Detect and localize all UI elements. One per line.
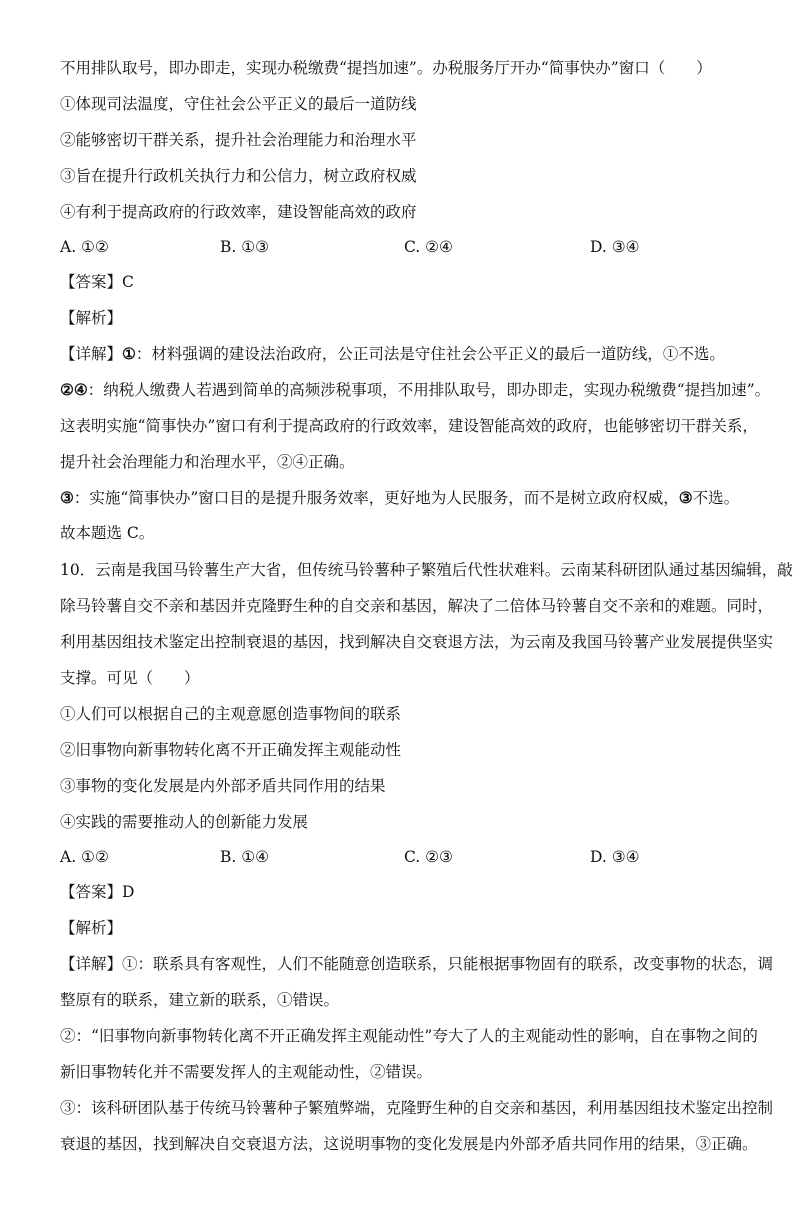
- q10-stem-line-3: 利用基因组技术鉴定出控制衰退的基因，找到解决自交衰退方法，为云南及我国马铃薯产业发展提供坚实: [60, 633, 774, 651]
- q9-detail-3-lead: ③: [60, 488, 74, 507]
- q9-analysis-label: 【解析】: [60, 309, 123, 327]
- q9-option-c: C. ②④: [404, 238, 453, 256]
- q9-statement-2: ②能够密切干群关系，提升社会治理能力和治理水平: [60, 131, 417, 149]
- q9-detail-2-lead: ②④: [60, 380, 88, 399]
- q10-detail-line-3: ②：“旧事物向新事物转化离不开正确发挥主观能动性”夸大了人的主观能动性的影响，自在事物之间的: [60, 1027, 758, 1045]
- q10-detail-line-6: 衰退的基因，找到解决自交衰退方法，这说明事物的变化发展是内外部矛盾共同作用的结果，③正确。: [60, 1135, 758, 1153]
- q10-stem-line-1: 10．云南是我国马铃薯生产大省，但传统马铃薯种子繁殖后代性状难料。云南某科研团队通过基因编辑，敲: [60, 561, 793, 579]
- q10-detail-line-1: 【详解】①：联系具有客观性，人们不能随意创造联系，只能根据事物固有的联系，改变事物的状态，调: [60, 955, 774, 973]
- q10-statement-2: ②旧事物向新事物转化离不开正确发挥主观能动性: [60, 741, 402, 759]
- q9-detail-2-line-3: 提升社会治理能力和治理水平，②④正确。: [60, 453, 355, 471]
- q10-detail-line-5: ③：该科研团队基于传统马铃薯种子繁殖弊端，克隆野生种的自交亲和基因，利用基因组技术鉴定出控制: [60, 1099, 774, 1117]
- q9-detail-2-line-2: 这表明实施“简事快办”窗口有利于提高政府的行政效率，建设智能高效的政府，也能够密切干群关系，: [60, 417, 758, 435]
- q10-option-b: B. ①④: [220, 848, 270, 866]
- q10-detail-line-4: 新旧事物转化并不需要发挥人的主观能动性，②错误。: [60, 1063, 433, 1081]
- q9-option-b: B. ①③: [220, 238, 270, 256]
- q10-option-a: A. ①②: [60, 848, 109, 866]
- q10-detail-line-2: 整原有的联系，建立新的联系，①错误。: [60, 991, 340, 1009]
- q9-option-d: D. ③④: [590, 238, 640, 256]
- q9-detail-3-end: 不选。: [692, 489, 740, 507]
- q10-stem-line-2: 除马铃薯自交不亲和基因并克隆野生种的自交亲和基因，解决了二倍体马铃薯自交不亲和的难题。同时，: [60, 597, 774, 615]
- q10-stem-line-4: 支撑。可见（ ）: [60, 669, 200, 687]
- q9-detail-1-text: ：材料强调的建设法治政府，公正司法是守住社会公平正义的最后一道防线，①不选。: [135, 345, 725, 363]
- q9-detail-1-lead: ①: [122, 344, 136, 363]
- q9-detail-1: [60, 343, 760, 365]
- q10-options: [60, 846, 760, 868]
- q9-detail-2-line-1: [60, 379, 771, 401]
- q9-option-a: A. ①②: [60, 238, 109, 256]
- q9-detail-2-text: ：纳税人缴费人若遇到简单的高频涉税事项，不用排队取号，即办即走，实现办税缴费“提挡加速”。: [87, 381, 771, 399]
- q10-option-c: C. ②③: [404, 848, 453, 866]
- q9-detail-label: 【详解】: [60, 345, 123, 363]
- q9-answer: 【答案】C: [60, 273, 134, 291]
- q9-statement-1: ①体现司法温度，守住社会公平正义的最后一道防线: [60, 95, 417, 113]
- q10-statement-1: ①人们可以根据自己的主观意愿创造事物间的联系: [60, 705, 402, 723]
- q10-analysis-label: 【解析】: [60, 919, 123, 937]
- q9-statement-4: ④有利于提高政府的行政效率，建设智能高效的政府: [60, 203, 417, 221]
- q9-detail-3-text: ：实施“简事快办”窗口目的是提升服务效率，更好地为人民服务，而不是树立政府权威，: [73, 489, 679, 507]
- q9-detail-3-tail: ③: [678, 488, 693, 507]
- q10-statement-4: ④实践的需要推动人的创新能力发展: [60, 813, 309, 831]
- q10-statement-3: ③事物的变化发展是内外部矛盾共同作用的结果: [60, 777, 386, 795]
- q9-statement-3: ③旨在提升行政机关执行力和公信力，树立政府权威: [60, 167, 417, 185]
- q9-options: [60, 236, 760, 258]
- q9-stem-tail: 不用排队取号，即办即走，实现办税缴费“提挡加速”。办税服务厅开办“简事快办”窗口（ ）: [60, 59, 712, 77]
- q10-answer: 【答案】D: [60, 883, 135, 901]
- q9-conclusion: 故本题选 C。: [60, 524, 155, 542]
- q10-option-d: D. ③④: [590, 848, 640, 866]
- q9-detail-3: [60, 487, 760, 509]
